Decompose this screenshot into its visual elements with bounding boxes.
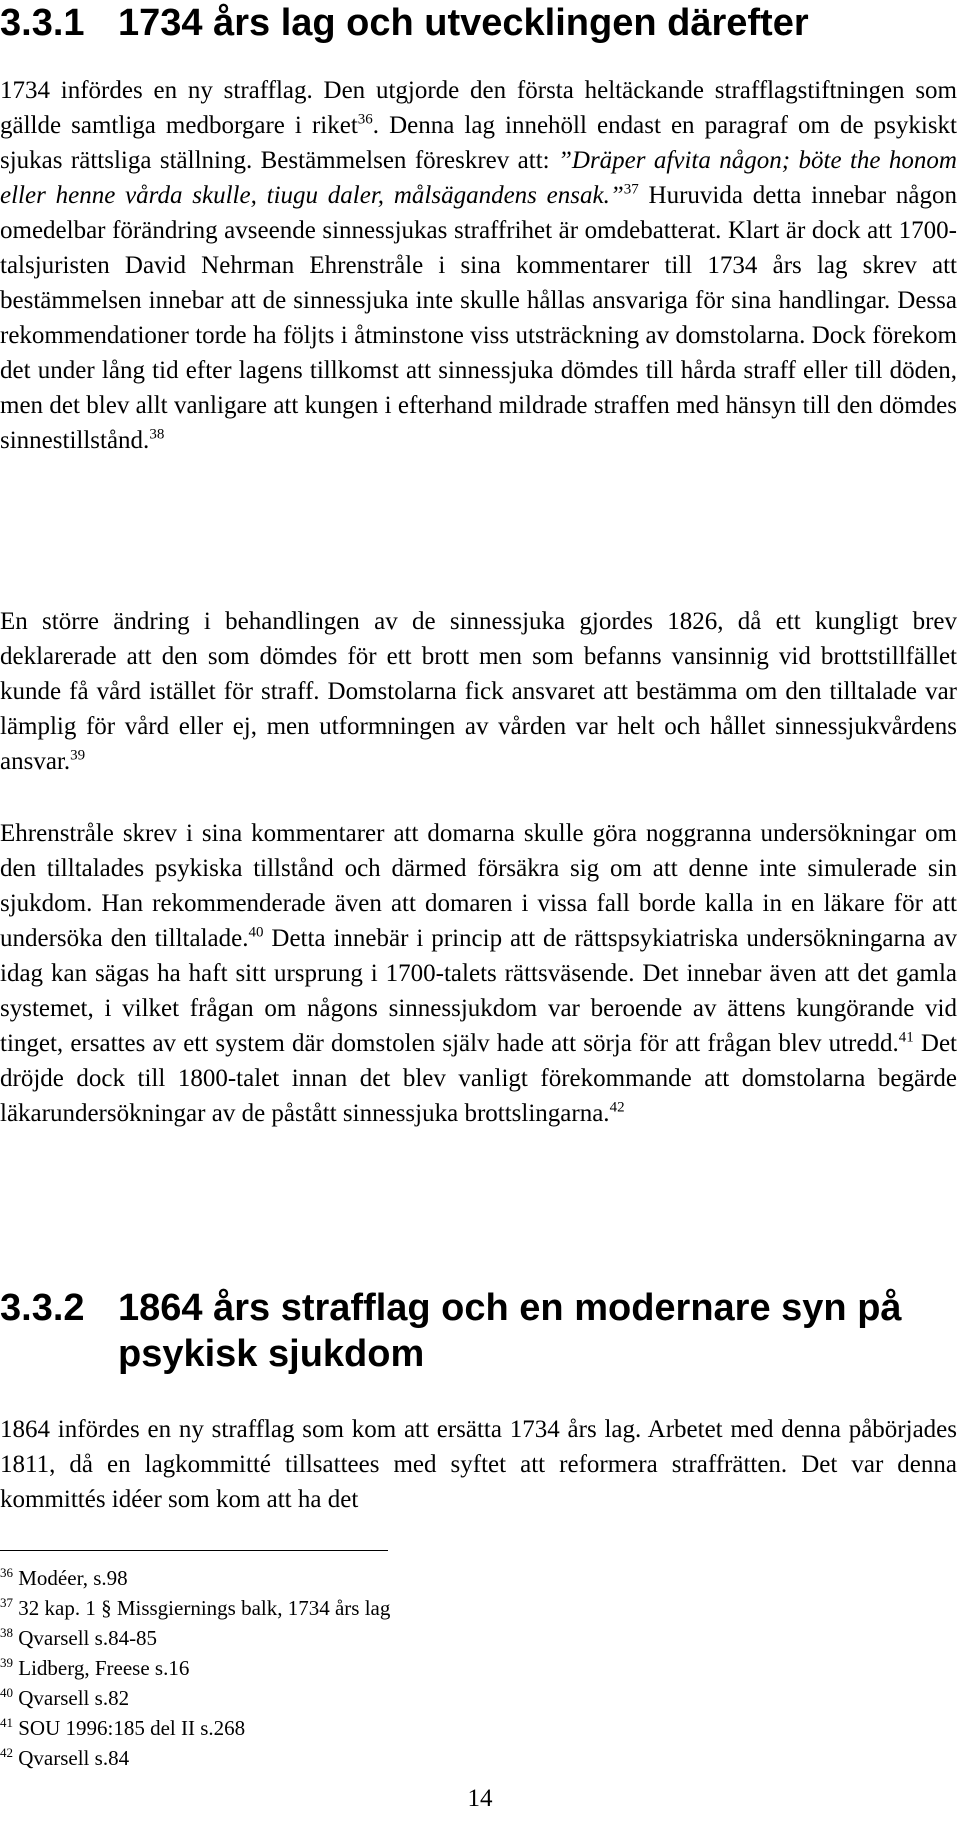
footnote-number: 39 — [0, 1655, 13, 1670]
section-number: 3.3.2 — [0, 1287, 85, 1329]
paragraph-3 — [0, 816, 957, 1131]
footnote-ref-39[interactable]: 39 — [70, 747, 86, 764]
paragraph-text: Detta innebär i princip att de rättspsykiatriska undersökningarna av idag kan sägas ha haft sitt ursprung i 1700-talets rättsväsende. Det innebar även att det gamla systemet, i vilket frågan om någons sinnessjukdom var beroende av ättens kungörande vid tinget, ersattes av ett system där domstolen själv hade att sörja för att frågan blev utredd. — [0, 925, 957, 1057]
footnote-text: Modéer, s.98 — [18, 1566, 128, 1590]
footnote-text: Qvarsell s.82 — [18, 1686, 130, 1710]
footnote-number: 41 — [0, 1715, 13, 1730]
footnote-number: 37 — [0, 1595, 13, 1610]
law-quote: ”Dräper afvita någon; böte the honom eller henne vårda skulle, tiugu daler, målsägandens ensak.” — [0, 147, 957, 209]
footnote-39 — [0, 1653, 189, 1683]
paragraph-text: Ehrenstråle skrev i sina kommentarer att domarna skulle göra noggranna undersökningar om den tilltalades psykiska tillstånd och därmed försäkra sig om att denne inte simulerade sin sjukdom. Han rekommenderade även att domaren i vissa fall borde kalla in en läkare för att undersöka den tilltalade. — [0, 820, 957, 952]
section-title: 1734 års lag och utvecklingen därefter — [118, 2, 809, 44]
footnote-ref-36[interactable]: 36 — [357, 111, 373, 128]
footnote-text: Lidberg, Freese s.16 — [18, 1656, 190, 1680]
footnote-text: SOU 1996:185 del II s.268 — [18, 1716, 246, 1740]
paragraph-text: 1734 infördes en ny strafflag. Den utgjorde den första heltäckande strafflagstiftningen som gällde samtliga medborgare i riket — [0, 77, 957, 139]
footnote-text: Qvarsell s.84 — [18, 1746, 130, 1770]
footnote-ref-37[interactable]: 37 — [623, 181, 639, 198]
footnote-42 — [0, 1743, 129, 1773]
footnote-number: 40 — [0, 1685, 13, 1700]
paragraph-text: Huruvida detta innebar någon omedelbar förändring avseende sinnessjukas straffrihet är omdebatterat. Klart är dock att 1700-talsjuristen David Nehrman Ehrenstråle i sina kommentarer till 1734 års lag skrev att bestämmelsen innebar att de sinnessjuka inte skulle hållas ansvariga för sina handlingar. Dessa rekommendationer torde ha följts i åtminstone viss utsträckning av domstolarna. Dock förekom det under lång tid efter lagens tillkomst att sinnessjuka dömdes till hårda straff eller till döden, men det blev allt vanligare att kungen i efterhand mildrade straffen med hänsyn till den dömdes sinnestillstånd. — [0, 182, 957, 454]
footnote-number: 42 — [0, 1745, 13, 1760]
section-number: 3.3.1 — [0, 2, 85, 44]
footnote-ref-42[interactable]: 42 — [609, 1099, 625, 1116]
footnote-ref-41[interactable]: 41 — [898, 1029, 914, 1046]
page-number: 14 — [467, 1785, 493, 1812]
footnote-divider — [0, 1550, 388, 1551]
footnote-40 — [0, 1683, 129, 1713]
footnote-text: Qvarsell s.84-85 — [18, 1626, 158, 1650]
paragraph-text: Det dröjde dock till 1800-talet innan det blev vanligt förekommande att domstolarna begärde läkarundersökningar av de påstått sinnessjuka brottslingarna. — [0, 1030, 957, 1127]
footnote-number: 36 — [0, 1565, 13, 1580]
paragraph-text: En större ändring i behandlingen av de sinnessjuka gjordes 1826, då ett kungligt brev deklarerade att den som dömdes för ett brott men som befanns vansinnig vid brottstillfället kunde få vård istället för straff. Domstolarna fick ansvaret att bestämma om den tilltalade var lämplig för vård eller ej, men utformningen av vården var helt och hållet sinnessjukvårdens ansvar. — [0, 608, 957, 775]
section-heading-3-3-2 — [0, 1285, 940, 1377]
footnote-36 — [0, 1563, 128, 1593]
footnote-41 — [0, 1713, 245, 1743]
footnote-ref-40[interactable]: 40 — [248, 924, 264, 941]
footnote-37 — [0, 1593, 390, 1623]
footnote-number: 38 — [0, 1625, 13, 1640]
paragraph-4 — [0, 1412, 957, 1517]
footnote-38 — [0, 1623, 157, 1653]
footnote-ref-38[interactable]: 38 — [149, 426, 165, 443]
paragraph-2 — [0, 604, 957, 779]
section-title: 1864 års strafflag och en modernare syn på psykisk sjukdom — [118, 1287, 902, 1375]
footnote-text: 32 kap. 1 § Missgiernings balk, 1734 års lag — [18, 1596, 391, 1620]
paragraph-text: 1864 infördes en ny strafflag som kom att ersätta 1734 års lag. Arbetet med denna påbörjades 1811, då en lagkommitté tillsattees med syftet att reformera straffrätten. Det var denna kommittés idéer som kom att ha det — [0, 1416, 957, 1513]
paragraph-text: . Denna lag innehöll endast en paragraf om de psykiskt sjukas rättsliga ställning. Bestämmelsen föreskrev att: — [0, 112, 957, 174]
paragraph-1 — [0, 73, 957, 458]
section-heading-3-3-1 — [0, 0, 940, 46]
